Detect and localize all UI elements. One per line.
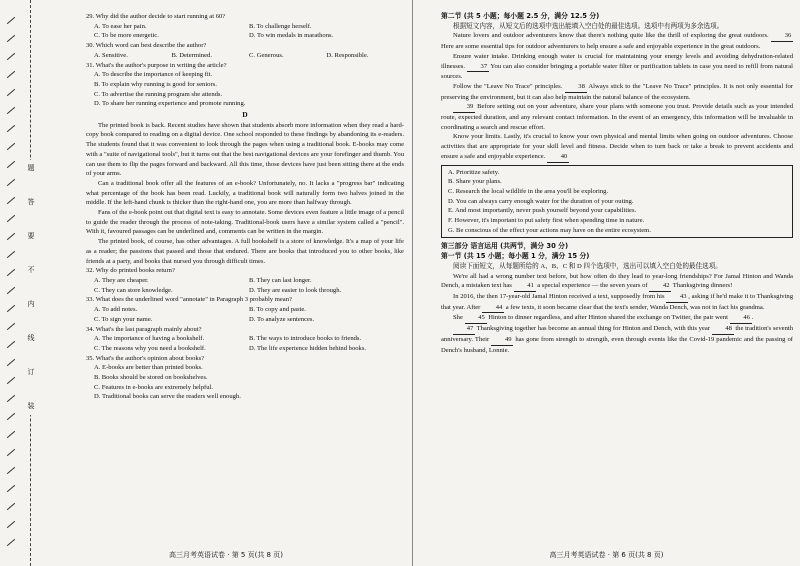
q35-option-a: A. E-books are better than printed books. xyxy=(94,364,203,372)
blank-44: 44 xyxy=(482,303,504,314)
q35-option-d: D. Traditional books can serve the readers well enough. xyxy=(94,393,241,401)
q33-option-d: D. To analyze sentences. xyxy=(249,315,315,323)
passage-d-para-2: Can a traditional book offer all the features of an e-book? Unfortunately, no. It lacks a "progress bar" indicating what percentage of the book has been read. Luckily, a traditional book will naturally form two halves joined in the middle. If the left-hand chunk is thicker than the right-hand one, you are more than halfway through. xyxy=(86,179,404,207)
blank-49: 49 xyxy=(491,335,513,346)
q29-stem: 29. Why did the author decide to start running at 60? xyxy=(86,13,226,20)
blank-46: 46 xyxy=(730,313,752,324)
q33-option-b: B. To copy and paste. xyxy=(249,306,306,314)
q29-option-b: B. To challenge herself. xyxy=(249,22,312,30)
box-option-b: B. Share your plans. xyxy=(448,178,502,186)
q34-stem: 34. What's the last paragraph mainly about? xyxy=(86,325,202,333)
q31-stem: 31. What's the author's purpose in writing the article? xyxy=(86,61,227,69)
q30-option-b: B. Determined. xyxy=(171,51,212,59)
cloze-para-4: 47 Thanksgiving together has become an annual thing for Hinton and Dench, with this year 48 the tradition's seventh anniversary. Their 49 has gone from strength to strength, even through events like the Covid-19 pandemic and the passing of Dench's husband, Lonnie. xyxy=(441,325,794,354)
q30-options xyxy=(86,51,404,61)
blank-43: 43 xyxy=(666,292,688,303)
q32-option-d: D. They are easier to look through. xyxy=(249,286,342,294)
page-5-content xyxy=(86,12,404,402)
q34-option-d: D. The life experience hidden behind books. xyxy=(249,344,367,352)
q35-option-c: C. Features in e-books are extremely helpful. xyxy=(94,383,214,391)
blank-39: 39 xyxy=(453,102,475,113)
passage-limits: Know your limits. Lastly, it's crucial to know your own physical and mental limits when going on outdoor adventures. Choose activities that are appropriate for your skill level and fitness. Decide when to turn back or take a break to prevent accidents and ensure a safe and enjoyable experience. 40 xyxy=(441,132,793,162)
part3-instructions: 阅读下面短文，从每题所给的 A、B、C 和 D 四个选项中，选出可以填入空白处的最佳选项。 xyxy=(453,262,722,270)
q31-option-d: D. To share her running experience and promote running. xyxy=(94,100,246,108)
q34-option-b: B. The ways to introduce books to friends. xyxy=(249,335,362,343)
q35-option-b: B. Books should be stored on bookshelves. xyxy=(94,374,208,382)
passage-d-para-3: Fans of the e-book point out that digital text is easy to annotate. Some devices even feature a little image of a pencil to guide the reader through the process of note-taking. Traditional-book users have a similar system called a "pencil". With it, favoured passages can be underlined and, comments can be written in the margin. xyxy=(86,209,404,236)
q32-option-c: C. They can store knowledge. xyxy=(94,286,173,294)
box-option-a: A. Prioritize safety. xyxy=(448,168,500,176)
passage-d-label: D xyxy=(242,110,248,120)
passage-share: 39 Before setting out on your adventure, share your plans with someone you trust. Provide details such as your intended route, expected duration, and any relevant contact information. In the event of an emergency, this information will be invaluable in coordinating a search and rescue effort. xyxy=(441,103,793,131)
part3-title: 第三部分 语言运用 (共两节，满分 30 分) xyxy=(441,242,569,251)
q29-option-d: D. To win medals in marathons. xyxy=(249,32,334,40)
binding-warning-text: 题 答 要 不 内 线 订 装 xyxy=(24,160,38,415)
box-option-g: G. Be conscious of the effect your actions may have on the entire ecosystem. xyxy=(448,226,651,234)
page-6-content xyxy=(441,12,793,355)
q30-option-d: D. Responsible. xyxy=(326,51,369,59)
page-5-footer: 高三月考英语试卷 · 第 5 页(共 8 页) xyxy=(169,551,283,559)
box-option-c: C. Research the local wildlife in the area you'll be exploring. xyxy=(448,187,609,195)
blank-38: 38 xyxy=(565,82,587,93)
q31-option-b: B. To explain why running is good for seniors. xyxy=(94,80,217,88)
q33-option-a: A. To add notes. xyxy=(94,306,138,314)
q32-option-b: B. They can last longer. xyxy=(249,276,312,284)
q35-stem: 35. What's the author's opinion about books? xyxy=(86,354,205,362)
passage-trace: Follow the "Leave No Trace" principles. 38 Always stick to the "Leave No Trace" principles. It is not only essential for preserving the environment, but it can also help maintain the natural balance of the ecosystem. xyxy=(441,82,793,101)
blank-40: 40 xyxy=(547,152,569,163)
box-option-d: D. You can always carry enough water for the duration of your outing. xyxy=(448,197,634,205)
q30-option-c: C. Generous. xyxy=(249,51,284,59)
blank-47: 47 xyxy=(453,324,475,335)
page-6 xyxy=(412,0,800,566)
q34-option-a: A. The importance of having a bookshelf. xyxy=(94,335,205,343)
q34-option-c: C. The reasons why you need a bookshelf. xyxy=(94,344,206,352)
q33-stem: 33. What does the underlined word "annotate" in Paragraph 3 probably mean? xyxy=(86,296,292,304)
blank-45: 45 xyxy=(465,313,487,324)
cloze-para-2: In 2016, the then 17-year-old Jamal Hinton received a text, supposedly from his 43 , asking if he'd make it to Thanksgiving that year. After 44 a few texts, it soon became clear that the text's sender, Wanda Dench, was not in fact his grandma. xyxy=(441,292,793,313)
cloze-para-3: She 45 Hinton to dinner regardless, and after Hinton shared the exchange on Twitter, the pair went 46 . xyxy=(441,313,793,324)
blank-36: 36 xyxy=(771,31,793,42)
q31-option-c: C. To advertise the running program she attends. xyxy=(94,90,223,98)
passage-d-para-4: The printed book, of course, has other advantages. A full bookshelf is a store of knowledge. It's a map of your life as a reader; the passions that passed and those that endured. There are books that introduced you to other books, like friends at a party, and books that nursed you through difficult times. xyxy=(86,238,404,265)
section2-instructions: 根据短文内容，从短文后的选项中选出能填入空白处的最佳选项。选项中有两项为多余选项。 xyxy=(453,22,724,30)
q33-option-c: C. To sign your name. xyxy=(94,315,153,323)
cloze-para-1: We're all had a wrong number text before, but how often do they lead to year-long friendships? For Jamal Hinton and Wanda Dench, a mistaken text has 41 a special experience — the seven years of 42 Thanksgiving dinners! xyxy=(441,272,793,292)
box-option-e: E. And most importantly, never push yourself beyond your capabilities. xyxy=(448,207,637,215)
q32-options xyxy=(86,276,404,295)
blank-42: 42 xyxy=(649,281,671,292)
q30-stem: 30. Which word can best describe the author? xyxy=(86,42,207,50)
blank-37: 37 xyxy=(467,62,489,73)
q29-option-c: C. To be more energetic. xyxy=(94,32,159,40)
passage-intro: Nature lovers and outdoor adventurers know that there's nothing quite like the thrill of exploring the great outdoors. 36 Here are some essential tips for outdoor adventurers to help ensure a safe and enjoyable experience in the great outdoors. xyxy=(441,32,792,51)
blank-41: 41 xyxy=(514,281,536,292)
blank-48: 48 xyxy=(712,324,734,335)
passage-d-para-1: The printed book is back. Recent studies have shown that students absorb more information when they read a hard-copy book compared to reading on a digital device. One school responded to these findings by abandoning its e-readers. The students found that it was convenient to look through the pages when using a traditional book. E-books may come with a "suite of navigational tools", but it turns out that the best navigational devices are your forefinger and thumb. You can use them to flip the pages forward and backward. All this time, those devices have just been sitting there at the ends of your arms. xyxy=(86,121,404,178)
passage-water: Ensure water intake. Drinking enough water is crucial for maintaining your energy levels and avoiding dehydration-related illnesses. 37 You can also consider bringing a portable water filter or purification tablets in case you need to refill from natural sources. xyxy=(441,52,794,81)
q30-option-a: A. Sensitive. xyxy=(94,51,128,59)
q32-option-a: A. They are cheaper. xyxy=(94,276,149,284)
section2-title: 第二节 (共 5 小题；每小题 2.5 分，满分 12.5 分) xyxy=(441,12,600,20)
q29-option-a: A. To ease her pain. xyxy=(94,22,147,30)
part3-subtitle: 第一节 (共 15 小题；每小题 1 分，满分 15 分) xyxy=(441,252,590,261)
q29-options xyxy=(86,22,404,41)
q31-option-a: A. To describe the importance of keeping fit. xyxy=(94,71,213,79)
q34-options xyxy=(86,334,404,353)
options-box xyxy=(441,165,793,239)
binding-margin xyxy=(0,0,48,566)
page-6-footer: 高三月考英语试卷 · 第 6 页(共 8 页) xyxy=(549,551,664,559)
box-option-f: F. However, it's important to put safety first when spending time in nature. xyxy=(448,217,645,225)
q32-stem: 32. Why do printed books return? xyxy=(86,267,175,275)
q33-options xyxy=(86,305,404,324)
